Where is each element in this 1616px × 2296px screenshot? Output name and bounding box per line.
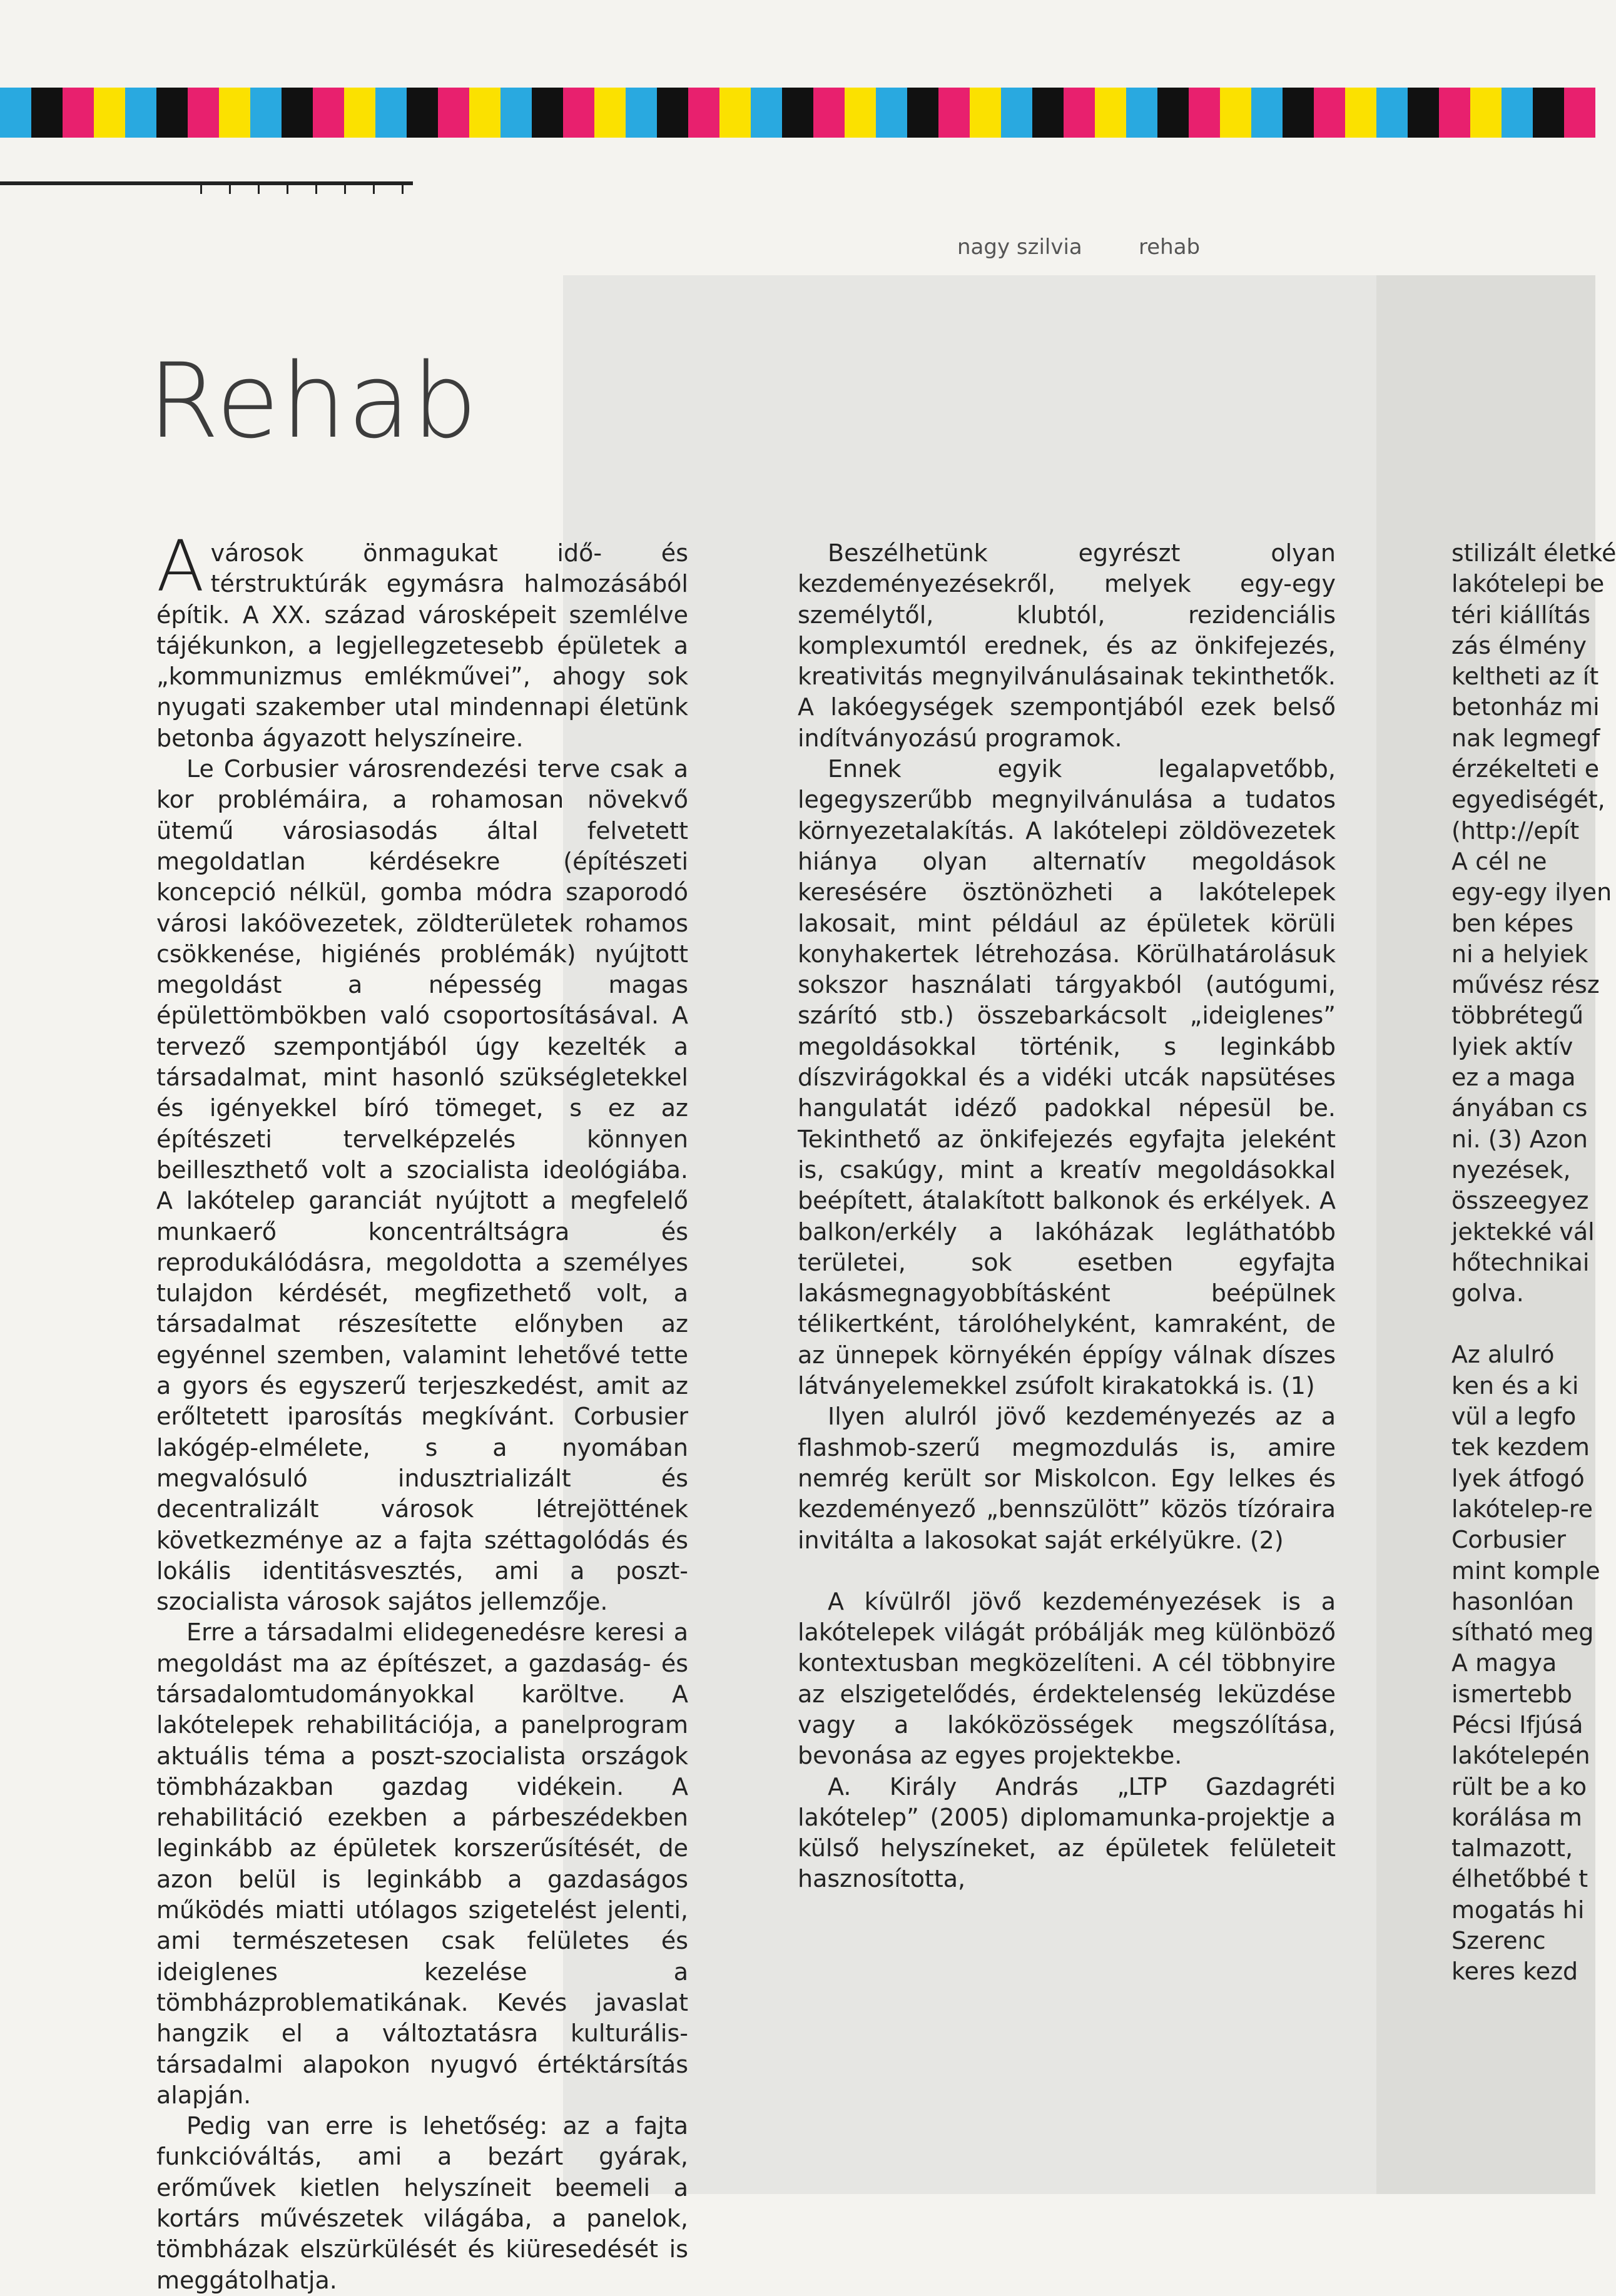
color-swatch (970, 88, 1001, 138)
cropped-line: ken és a ki (1451, 1371, 1579, 1399)
paragraph: Le Corbusier városrendezési terve csak a kor problémáira, a rohamosan növekvő ütemű városiasodás által felvetett megoldatlan kérdésekre (építészeti koncepció nélkül, gomba módra szaporodó városi lakóövezetek, zöldterületek rohamos csökkenése, higiénés problémák) nyújtott megoldást a népesség magas épülettömbökben való csoportosításával. A tervező szempontjából úgy kezelték a társadalmat, mint hasonló szükségletekkel és igényekkel bíró tömeget, s ez az építészeti tervelképzelés könnyen beilleszthető volt a szocialista ideológiába. A lakótelep garanciát nyújtott a megfelelő munkaerő koncentráltságra és reprodukálódásra, megoldotta a személyes tulajdon kérdését, megfizethető volt, a társadalmat részesítette előnyben az egyénnel szemben, valamint lehetővé tette a gyors és egyszerű terjeszkedést, amit az erőltetett iparosítás megkívánt. Corbusier lakógép-elmélete, s a nyomában megvalósuló indusztrializált és decentralizált városok létrejöttének következménye az a fajta széttagolódás és lokális identitásvesztés, ami a poszt-szocialista városok sajátos jellemzője. (156, 755, 688, 1616)
cropped-line: Szerenc (1451, 1927, 1546, 1955)
paragraph: Beszélhetünk egyrészt olyan kezdeményezésekről, melyek egy-egy személytől, klubtól, rezidenciális komplexumtól erednek, és az önkifejezés, kreativitás megnyilvánulásainak tekinthetők. A lakóegységek szempontjából ezek belső indítványozású programok. (798, 539, 1336, 752)
color-swatch (876, 88, 907, 138)
color-swatch (1157, 88, 1189, 138)
color-swatch (1470, 88, 1502, 138)
color-swatch (1564, 88, 1595, 138)
paragraph: Avárosok önmagukat idő- és térstruktúrák egymásra halmozásából építik. A XX. század városképeit szemlélve tájékunkon, a legjellegzetesebb épületek a „kommunizmus emlékművei”, ahogy sok nyugati szakember utal mindennapi életünk betonba ágyazott helyszíneire. (156, 526, 688, 752)
color-swatch (219, 88, 250, 138)
cropped-line: lyek átfogó (1451, 1464, 1585, 1492)
paragraph-spacer (1451, 1309, 1602, 1339)
color-swatch (1376, 88, 1408, 138)
color-swatch (63, 88, 94, 138)
cropped-line: többrétegű (1451, 1002, 1584, 1030)
paragraph: Ennek egyik legalapvetőbb, legegyszerűbb megnyilvánulása a tudatos környezetalakítás. A lakótelepi zöldövezetek hiánya olyan alternatív megoldások keresésére ösztönözheti a lakótelepek lakosait, mint például az épületek körüli konyhakertek létrehozása. Körülhatárolásuk sokszor használati tárgyakból (autógumi, szárító stb.) összebarkácsolt „ideiglenes” megoldásokkal történik, s leginkább díszvirágokkal és a vidéki utcák napsütéses hangulatát idéző padokkal népesül be. Tekinthető az önkifejezés egyfajta jeleként is, csakúgy, mint a kreatív megoldásokkal beépített, átalakított balkonok és erkélyek. A balkon/erkély a lakóházak legláthatóbb területei, sok esetben egyfajta lakásmegnagyobbításként beépülnek télikertként, tárolóhelyként, kamraként, de az ünnepek környékén éppígy válnak díszes látványelemekkel zsúfolt kirakatokká is. (1) (798, 755, 1336, 1400)
cropped-line: összeegyez (1451, 1187, 1589, 1215)
color-swatch (563, 88, 594, 138)
ruler-tick (315, 185, 317, 194)
cropped-line: betonház mi (1451, 693, 1600, 721)
col3-block-4 (1451, 1648, 1602, 1926)
color-swatch (1220, 88, 1251, 138)
cropped-line: lyiek aktív (1451, 1032, 1573, 1060)
cropped-line: zás élmény (1451, 631, 1587, 659)
ruler-tick (229, 185, 231, 194)
cropped-line: élhetőbbé t (1451, 1865, 1588, 1893)
cropped-line: vül a legfo (1451, 1403, 1577, 1431)
paragraph-spacer (798, 1556, 1336, 1587)
ruler-tick (373, 185, 375, 194)
color-swatch (1408, 88, 1439, 138)
color-swatch (1502, 88, 1533, 138)
color-swatch (1064, 88, 1095, 138)
cropped-line: művész rész (1451, 971, 1600, 999)
color-swatch (501, 88, 532, 138)
cropped-line: ni. (3) Azon (1451, 1125, 1588, 1153)
color-swatch (438, 88, 469, 138)
color-swatch (1345, 88, 1376, 138)
article-column-3-cropped (1451, 538, 1616, 2039)
cropped-line: Pécsi Ifjúsá (1451, 1710, 1583, 1739)
color-swatch (1001, 88, 1032, 138)
cropped-line: stilizált életké (1451, 539, 1616, 567)
article-title: Rehab (148, 341, 479, 461)
col3-block-3 (1451, 1339, 1602, 1648)
color-swatch (31, 88, 63, 138)
color-swatch (751, 88, 782, 138)
color-swatch (719, 88, 751, 138)
cropped-line: hasonlóan (1451, 1587, 1574, 1615)
cropped-line: nak legmegf (1451, 724, 1600, 752)
color-swatch (688, 88, 719, 138)
color-swatch (1251, 88, 1283, 138)
color-swatch (938, 88, 970, 138)
cropped-line: keres kezd (1451, 1958, 1578, 1986)
color-swatch (469, 88, 501, 138)
cropped-line: hőtechnikai (1451, 1248, 1590, 1276)
cropped-line: jektekké vál (1451, 1217, 1595, 1246)
color-swatch (156, 88, 188, 138)
col3-block-2 (1451, 846, 1612, 1309)
color-swatch (532, 88, 563, 138)
color-swatch (313, 88, 344, 138)
ruler-tick (287, 185, 288, 194)
cropped-line: A magya (1451, 1649, 1557, 1677)
cropped-line: tek kezdem (1451, 1433, 1590, 1461)
color-swatch (375, 88, 407, 138)
color-swatch (1189, 88, 1220, 138)
color-swatch (594, 88, 626, 138)
color-swatch (125, 88, 156, 138)
cropped-line: sítható meg (1451, 1618, 1594, 1647)
header-section: rehab (1139, 235, 1201, 260)
cropped-line: Az alulró (1451, 1341, 1555, 1369)
color-swatch (344, 88, 375, 138)
crop-ruler (0, 181, 413, 193)
cropped-line: rült be a ko (1451, 1772, 1587, 1801)
color-swatch (813, 88, 845, 138)
color-swatch (1032, 88, 1064, 138)
color-swatch (250, 88, 282, 138)
color-swatch (1283, 88, 1314, 138)
cropped-line: ismertebb (1451, 1680, 1572, 1708)
color-swatch (0, 88, 31, 138)
cropped-line: ez a maga (1451, 1064, 1576, 1092)
ruler-tick (402, 185, 404, 194)
paragraph: Erre a társadalmi elidegenedésre keresi a megoldást ma az építészet, a gazdaság- és társadalomtudományokkal karöltve. A lakótelepek rehabilitációja, a panelprogram aktuális téma a poszt-szocialista országok tömbházakban gazdag vidékein. A rehabilitáció ezekben a párbeszédekben leginkább az épületek korszerűsítését, de azon belül is leginkább a gazdaságos működés miatti utólagos szigetelést jelenti, ami természetesen csak felületes és ideiglenes kezelése a tömbházproblematikának. Kevés javaslat hangzik el a változtatásra kulturális-társadalmi alapokon nyugvó értéktársítás alapján. (156, 1618, 688, 2109)
cropped-line: egy-egy ilyen (1451, 878, 1612, 907)
cropped-line: ányában cs (1451, 1094, 1588, 1122)
color-swatch (1314, 88, 1345, 138)
cropped-line: A cél ne (1451, 847, 1547, 875)
cropped-line: keltheti az ít (1451, 663, 1599, 691)
cropped-line: lakótelep-re (1451, 1495, 1593, 1523)
cropped-line: (http://epít (1451, 816, 1580, 845)
ruler-tick (344, 185, 346, 194)
paragraph: Ilyen alulról jövő kezdeményezés az a flashmob-szerű megmozdulás is, amire nemrég került sor Miskolcon. Egy lelkes és kezdeményező „bennszülött” közös tízóraira invitálta a lakosokat saját erkélyükre. (2) (798, 1403, 1336, 1554)
drop-cap: A (156, 526, 205, 607)
cropped-line: érzékelteti e (1451, 755, 1600, 783)
article-column-1 (156, 526, 688, 2296)
color-swatch (845, 88, 876, 138)
cropped-line: korálása m (1451, 1803, 1582, 1831)
cropped-line: lakótelepén (1451, 1742, 1590, 1770)
color-swatch (1533, 88, 1564, 138)
color-swatch (282, 88, 313, 138)
color-swatch (782, 88, 813, 138)
color-swatch (188, 88, 219, 138)
cropped-line: talmazott, (1451, 1834, 1573, 1862)
cropped-line: téri kiállítás (1451, 601, 1591, 629)
ruler-tick (258, 185, 260, 194)
color-swatch (1439, 88, 1470, 138)
color-registration-bar (0, 88, 1595, 138)
article-column-2 (798, 538, 1336, 1895)
cropped-line: mint komple (1451, 1557, 1600, 1585)
color-swatch (657, 88, 688, 138)
color-swatch (407, 88, 438, 138)
color-swatch (1095, 88, 1126, 138)
cropped-line: ni a helyiek (1451, 940, 1588, 968)
ruler-tick (200, 185, 202, 194)
cropped-line: ben képes (1451, 909, 1573, 937)
paragraph: Pedig van erre is lehetőség: az a fajta funkcióváltás, ami a bezárt gyárak, erőművek kietlen helyszíneit beemeli a kortárs művészetek világába, a panelok, tömbházak elszürkülését és kiüresedését is meggátolhatja. (156, 2112, 688, 2294)
cropped-line: nyezések, (1451, 1156, 1571, 1184)
color-swatch (1126, 88, 1157, 138)
col3-block-1 (1451, 538, 1616, 846)
paragraph: A kívülről jövő kezdeményezések is a lakótelepek világát próbálják meg különböző kontextusban megközelíteni. A cél többnyire az elszigetelődés, érdektelenség leküzdése vagy a lakóközösségek megszólítása, bevonása az egyes projektekbe. (798, 1587, 1336, 1770)
cropped-line: Corbusier (1451, 1526, 1566, 1554)
cropped-line: mogatás hi (1451, 1896, 1585, 1924)
cropped-line: golva. (1451, 1279, 1524, 1308)
cropped-line: egyediségét, (1451, 786, 1605, 814)
color-swatch (94, 88, 125, 138)
col3-block-5 (1451, 1926, 1602, 1988)
paragraph: A. Király András „LTP Gazdagréti lakótelep” (2005) diplomamunka-projektje a külső helyszíneket, az épületek felületeit hasznosította, (798, 1772, 1336, 1893)
header-author: nagy szilvia (957, 235, 1082, 260)
color-swatch (626, 88, 657, 138)
color-swatch (907, 88, 938, 138)
cropped-line: lakótelepi be (1451, 570, 1605, 598)
